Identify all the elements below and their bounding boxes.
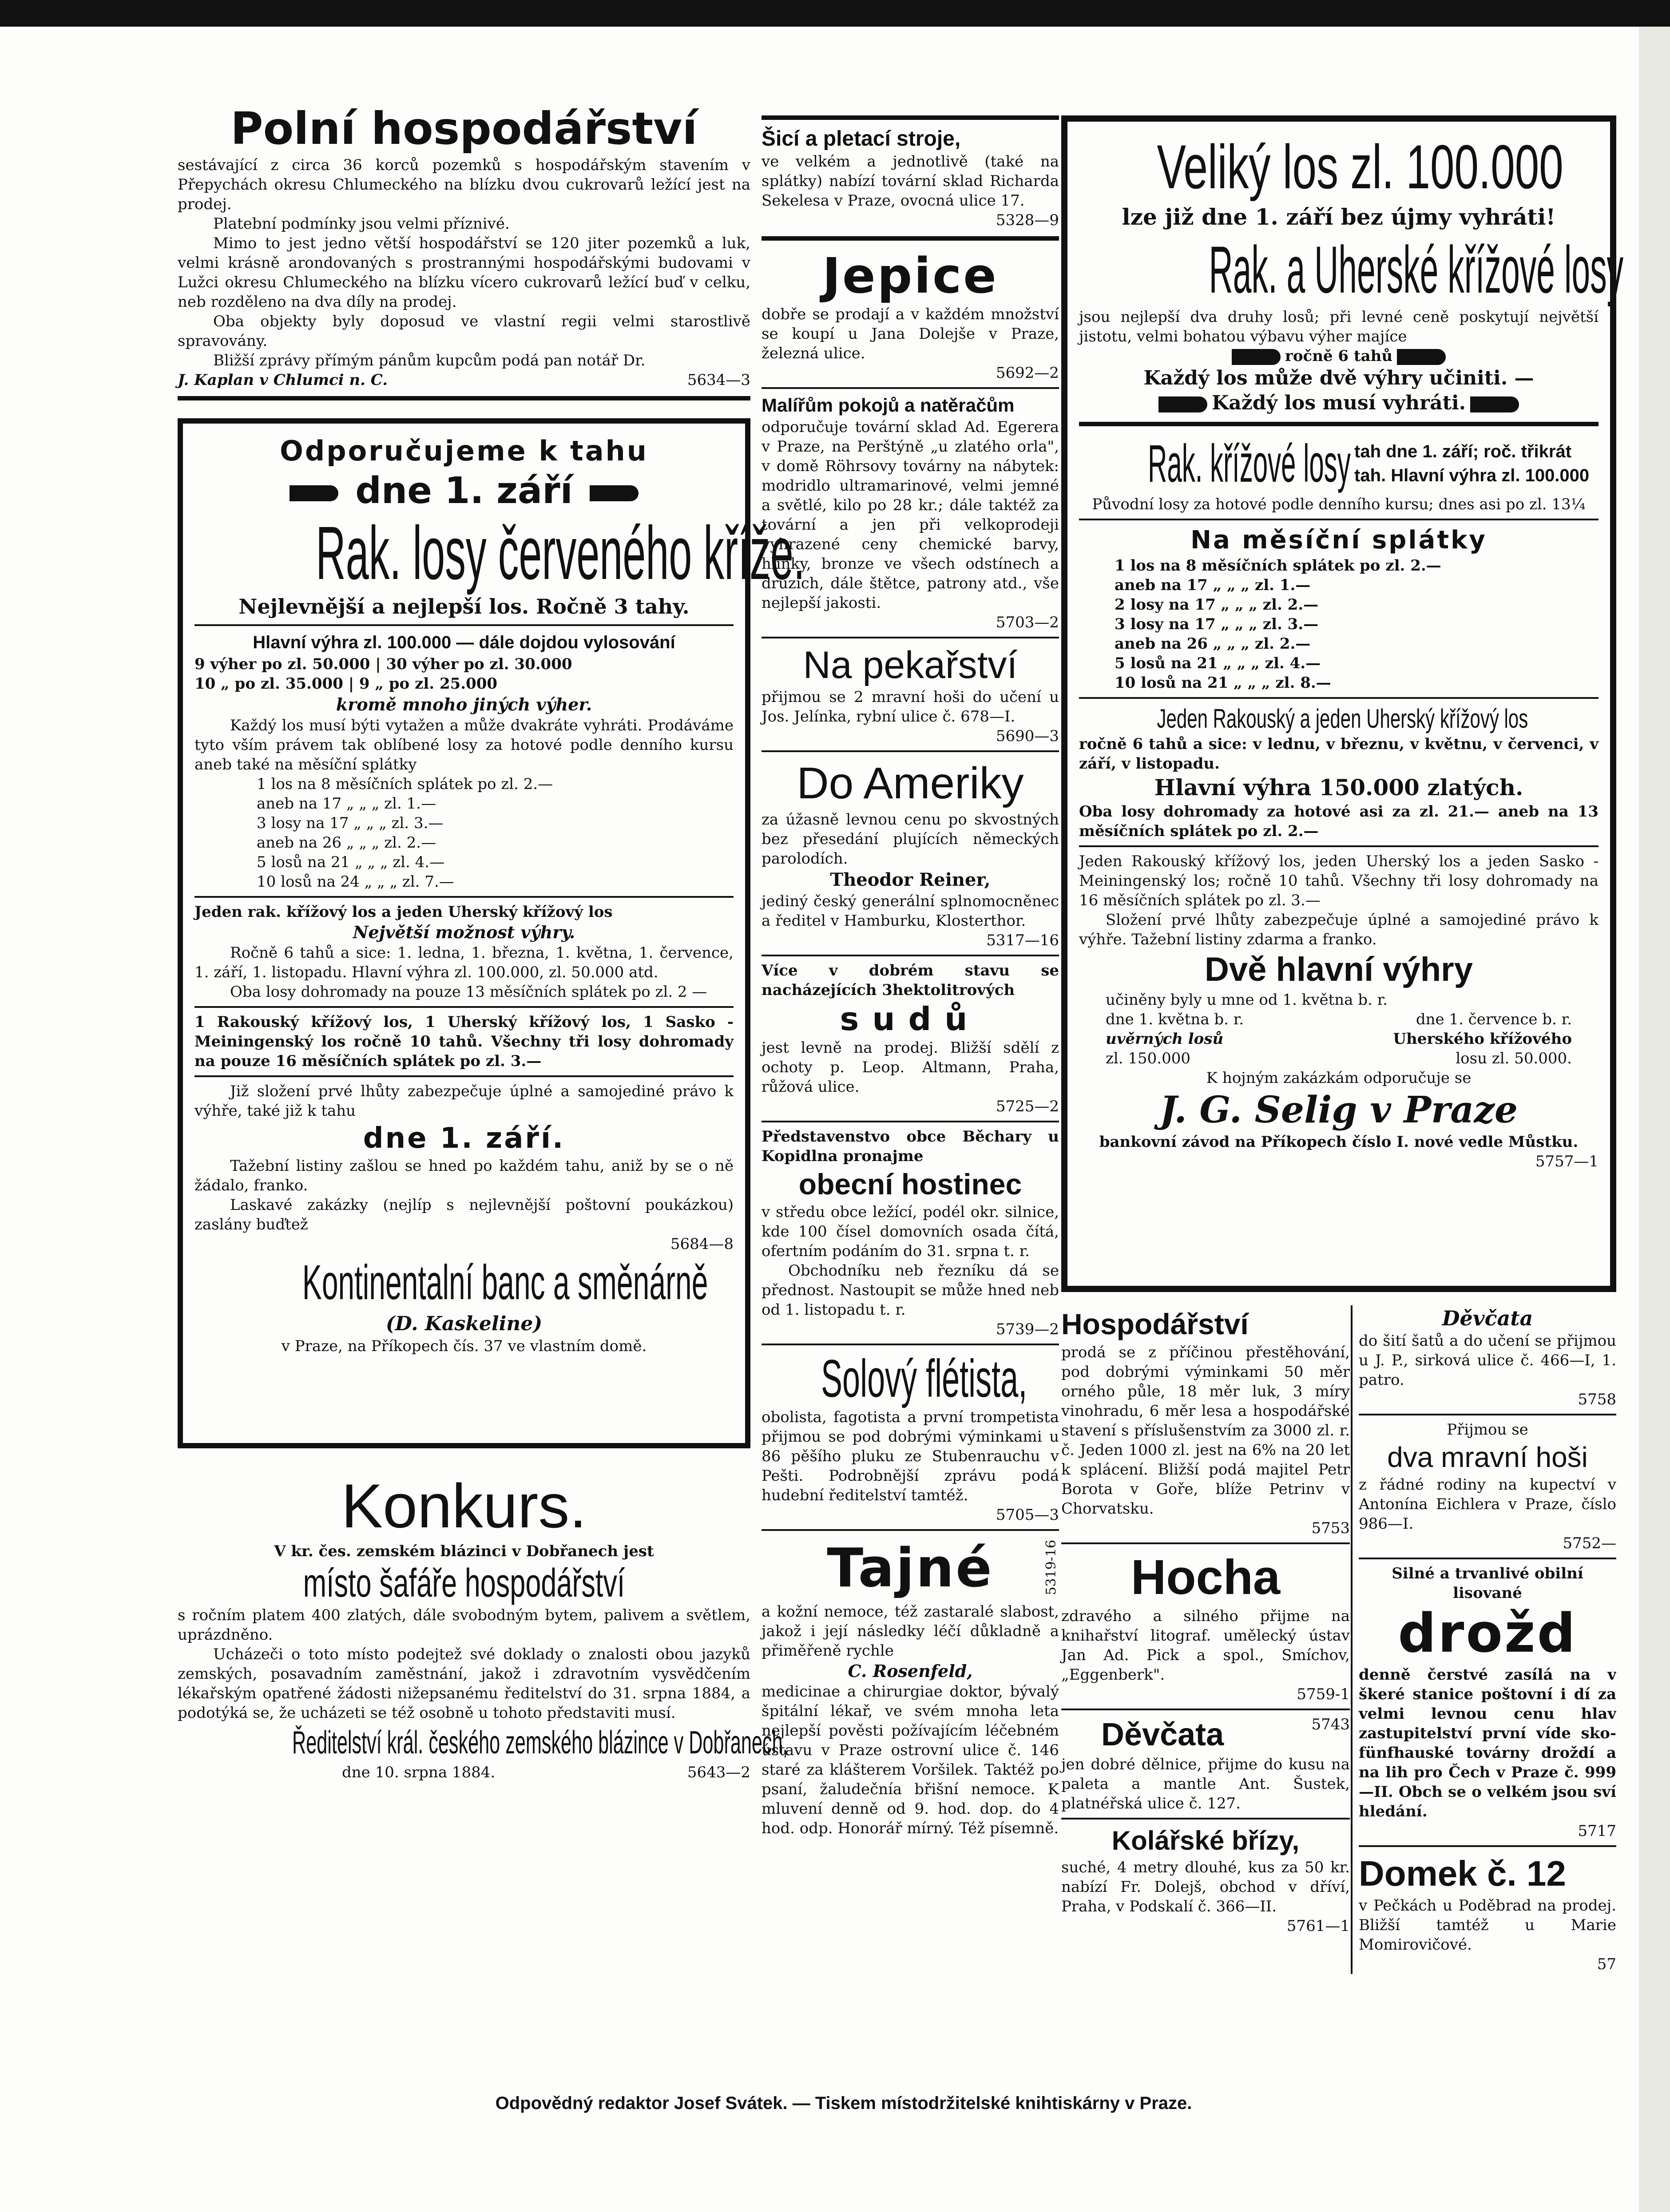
ad-text: s ročním platem 400 zlatých, dále svobodným bytem, palivem a světlem, uprázdněno. bbox=[178, 1606, 750, 1644]
pointing-hand-icon bbox=[1397, 349, 1446, 365]
ad-text: za úžasně levnou cenu po skvostných bez přesedání plujících německých parolodích. bbox=[762, 811, 1059, 868]
ad-heading: Odporučujeme k tahu bbox=[280, 435, 648, 467]
page-right-edge bbox=[1639, 27, 1670, 2212]
ad-subtitle: lze již dne 1. září bez újmy vyhráti! bbox=[1122, 204, 1556, 230]
ad-text: Každý los musí vyhráti. bbox=[1211, 392, 1466, 414]
rate-table bbox=[1079, 556, 1599, 693]
ad-text: Více v dobrém stavu se nacházejících 3hektolitrových bbox=[762, 962, 1059, 999]
ad-text: dobře se prodají a v každém množství se koupí u Jana Dolejše v Praze, železná ulice. bbox=[762, 305, 1059, 362]
ad-text: přijmou se 2 mravní hoši do učení u Jos. Jelínka, rybní ulice č. 678—I. bbox=[762, 688, 1059, 725]
ad-text: 1 Rakouský křížový los, 1 Uherský křížový los, 1 Sasko - Meiningenský los ročně 10 tahů. Všechny tři losy dohromady na pouze 16 měsíčních splátek po zl. 3.— bbox=[194, 1013, 734, 1070]
ad-number: 5753 bbox=[1311, 1519, 1350, 1537]
ad-drozdi bbox=[1359, 1564, 1616, 1841]
ad-heading: Jepice bbox=[822, 247, 998, 304]
ad-text: zl. 150.000 bbox=[1106, 1050, 1191, 1067]
rate-row: 3 losy na 17 „ „ „ zl. 3.— bbox=[1115, 615, 1319, 633]
ad-text: Jeden rak. křížový los a jeden Uherský křížový los bbox=[194, 903, 613, 921]
rate-row: 2 losy na 17 „ „ „ zl. 2.— bbox=[1115, 596, 1319, 614]
ad-text: losu zl. 50.000. bbox=[1456, 1050, 1572, 1067]
ad-text: prodá se z příčinou přestěhování, pod dobrými výminkami 50 měr orného půle, 18 měr luk, 3 míry vinohradu, 6 měr lesa a hospodářské stavení s příslušenstvím za 3000 zl. r. č. Jeden 1000 zl. jest na 6% na 20 let k splácení. Bližší podá majitel Petr Borota v Goře, blíže Petrinv v Chorvatsku. bbox=[1061, 1344, 1350, 1518]
ad-text: denně čerstvé zasílá na v škeré stanice poštovní i dí za velmi levnou cenu hlav zastupitelství první víde sko-fünfhauské továrny droždí a na lih pro Čech v Praze č. 999—II. Obch se o velkém jsou sví hledání. bbox=[1359, 1666, 1616, 1820]
column-right-left bbox=[1061, 1305, 1350, 1974]
ad-number: 5759-1 bbox=[1297, 1685, 1350, 1703]
ad-heading: Hospodářství bbox=[1061, 1308, 1249, 1340]
divider bbox=[1359, 1414, 1616, 1415]
ad-text: V kr. čes. zemském blázinci v Dobřanech jest bbox=[274, 1542, 654, 1560]
rate-row: 5 losů na 21 „ „ „ zl. 4.— bbox=[257, 853, 445, 871]
divider bbox=[762, 1121, 1059, 1122]
rate-row: aneb na 26 „ „ „ zl. 2.— bbox=[1115, 635, 1311, 653]
ad-number: 5703—2 bbox=[996, 614, 1059, 631]
bank-name: Kontinentalní banc a směnárně bbox=[302, 1255, 708, 1310]
divider bbox=[762, 1344, 1059, 1345]
ad-number: 5705—3 bbox=[996, 1506, 1059, 1524]
divider bbox=[194, 1075, 734, 1077]
column-right-right bbox=[1351, 1305, 1616, 1974]
ad-text: medicinae a chirurgiae doktor, bývalý špitální lékař, ve svém mnoha leta nejlepší pověsti požívajícím léčebném ústavu v Praze ostrovní ulice č. 146 staré za klášterem Voršilek. Taktéž po psaní, žaludečnía břišní nemoce. K mluvení denně od 9. hod. dop. do 4 hod. odp. Honorář mírný. Též písemně. bbox=[762, 1683, 1059, 1837]
ad-main-title: Rak. a Uherské křížové losy bbox=[1209, 232, 1624, 307]
ad-number: 5757—1 bbox=[1535, 1153, 1599, 1170]
ad-text: jsou nejlepší dva druhy losů; při levné ceně poskytují největší jistotu, velmi bohatou výbavu výher majíce bbox=[1079, 308, 1599, 345]
rate-table bbox=[194, 774, 734, 892]
rate-row: 10 losů na 21 „ „ „ zl. 8.— bbox=[1115, 674, 1331, 692]
ad-heading: Tajné bbox=[827, 1538, 994, 1599]
ad-text: Uherského křížového bbox=[1393, 1030, 1572, 1048]
ad-kolarske-brizy bbox=[1061, 1824, 1350, 1936]
ad-domek bbox=[1359, 1851, 1616, 1974]
ad-number: 5692—2 bbox=[996, 364, 1059, 382]
ad-name: C. Rosenfeld, bbox=[848, 1661, 973, 1681]
pointing-hand-icon bbox=[1232, 349, 1281, 365]
ad-prize-line: 9 výher po zl. 50.000 | 30 výher po zl. 30.000 bbox=[194, 655, 572, 673]
ad-text: bankovní závod na Příkopech číslo I. nové vedle Můstku. bbox=[1099, 1133, 1579, 1151]
ad-title: Polní hospodářství bbox=[230, 103, 698, 155]
ad-text: v středu obce ležící, podél okr. silnice, kde 100 čísel domovních osada čítá, ofertním podáním do 31. srpna t. r. bbox=[762, 1203, 1059, 1260]
divider bbox=[1079, 697, 1599, 699]
ad-text: Silné a trvanlivé obilní lisované bbox=[1392, 1565, 1583, 1602]
ad-text: Laskavé zakázky (nejlíp s nejlevnější poštovní poukázkou) zaslány buďtež bbox=[194, 1196, 734, 1233]
ad-text: Představenstvo obce Běchary u Kopidlna pronajme bbox=[762, 1128, 1059, 1165]
ad-polni-hospodarstvi bbox=[178, 102, 750, 390]
ad-flétista bbox=[762, 1350, 1059, 1525]
ad-heading: obecní hostinec bbox=[798, 1168, 1022, 1201]
divider bbox=[762, 1529, 1059, 1531]
ad-heading: Jeden Rakouský a jeden Uherský křížový los bbox=[1157, 704, 1528, 733]
ad-text: tah. Hlavní výhra zl. 100.000 bbox=[1354, 466, 1590, 485]
ad-text: jest levně na prodej. Bližší sdělí z ochoty p. Leop. Altmann, Praha, růžová ulice. bbox=[762, 1039, 1059, 1096]
ad-odporucujeme bbox=[178, 418, 805, 1448]
rate-row: aneb na 17 „ „ „ zl. 1.— bbox=[1115, 576, 1311, 594]
draw-date: dne 1. září. bbox=[363, 1122, 565, 1155]
ad-subtitle: Nejlevnější a nejlepší los. Ročně 3 tahy. bbox=[238, 595, 690, 618]
ad-text: Složení prvé lhůty zabezpečuje úplné a samojediné právo k výhře. Tažební listiny zdarma a franko. bbox=[1079, 911, 1599, 948]
ad-prize: Hlavní výhra zl. 100.000 — dále dojdou vylosování bbox=[253, 633, 675, 652]
ad-prize-line: 10 „ po zl. 35.000 | 9 „ po zl. 25.000 bbox=[194, 675, 498, 693]
ad-devcata bbox=[1061, 1715, 1350, 1813]
ad-name: Theodor Reiner, bbox=[830, 869, 991, 890]
rate-row: 5 losů na 21 „ „ „ zl. 4.— bbox=[1115, 654, 1321, 672]
ad-text: Oba losy dohromady na pouze 13 měsíčních splátek po zl. 2 — bbox=[230, 983, 707, 1001]
ad-text: a kožní nemoce, též zastaralé slabost, jakož i její následky léčí důkladně a přiměřeně rychle bbox=[762, 1603, 1059, 1660]
ad-heading: Rak. křížové losy bbox=[1148, 434, 1351, 493]
bank-address: v Praze, na Příkopech čís. 37 ve vlastním domě. bbox=[281, 1337, 647, 1355]
divider bbox=[1359, 1845, 1616, 1847]
rate-row: aneb na 17 „ „ „ zl. 1.— bbox=[257, 795, 436, 813]
ad-text: v Pečkách u Poděbrad na prodej. Bližší tamtéž u Marie Momirovičové. bbox=[1359, 1897, 1616, 1954]
rate-row: 1 los na 8 měsíčních splátek po zl. 2.— bbox=[257, 775, 553, 793]
ad-pekarstvi bbox=[762, 643, 1059, 746]
ad-text: K hojným zakázkám odporučuje se bbox=[1206, 1069, 1472, 1087]
ad-konkurs bbox=[178, 1471, 788, 1782]
page-footer: Odpovědný redaktor Josef Svátek. — Tiskem místodržitelské knihtiskárny v Praze. bbox=[495, 2093, 1192, 2113]
ad-heading: drožd bbox=[1398, 1603, 1577, 1665]
ad-heading: Kolářské břízy, bbox=[1111, 1826, 1300, 1855]
divider bbox=[762, 750, 1059, 752]
ad-text: z řádné rodiny na kupectví v Antonína Eichlera v Praze, číslo 986—I. bbox=[1359, 1476, 1616, 1533]
ad-number: 5761—1 bbox=[1286, 1917, 1350, 1935]
ad-number: 5317—16 bbox=[986, 932, 1059, 949]
ad-text: Bližší zprávy přímým pánům kupcům podá pan notář Dr. bbox=[213, 352, 646, 369]
divider bbox=[194, 1006, 734, 1008]
divider bbox=[194, 896, 734, 898]
ad-text: Každý los může dvě výhry učiniti. — bbox=[1143, 367, 1534, 389]
ad-text: ročně 6 tahů bbox=[1285, 347, 1393, 365]
ad-dva-hosi bbox=[1359, 1420, 1616, 1553]
ad-text: dne 1. května b. r. bbox=[1106, 1011, 1244, 1028]
divider bbox=[1079, 519, 1599, 520]
ad-number: 5739—2 bbox=[996, 1320, 1059, 1338]
ad-number: 5743 bbox=[1311, 1716, 1350, 1733]
ad-text: Již složení prvé lhůty zabezpečuje úplné a samojediné právo k výhře, také již k tahu bbox=[194, 1082, 734, 1120]
ad-devcata-siti bbox=[1359, 1305, 1616, 1409]
ad-malirum bbox=[762, 393, 1059, 632]
ad-heading: Děvčata bbox=[1101, 1717, 1224, 1752]
ad-heading: Na pekařství bbox=[803, 644, 1018, 686]
ad-signature: Ředitelství král. českého zemského blázince v Dobřanech, bbox=[292, 1725, 788, 1760]
ad-obecni-hostinec bbox=[762, 1127, 1059, 1339]
ad-number: 5717 bbox=[1578, 1822, 1616, 1840]
ad-siti-stroje bbox=[762, 126, 1059, 230]
divider bbox=[762, 637, 1059, 638]
ad-heading: Děvčata bbox=[1442, 1306, 1533, 1330]
ad-text: Každý los musí býti vytažen a může dvakráte vyhráti. Prodáváme tyto vším právem tak oblíbené losy za hotové podle denního kursu aneb také na měsíční splátky bbox=[194, 717, 734, 773]
pointing-hand-icon bbox=[1158, 396, 1207, 412]
divider bbox=[1359, 1558, 1616, 1559]
ad-number: 5634—3 bbox=[687, 371, 750, 389]
ad-text: učiněny byly u mne od 1. května b. r. bbox=[1106, 991, 1388, 1009]
ad-text: jen dobré dělnice, přijme do kusu na paleta a mantle Ant. Šustek, platnéřská ulice č. 127. bbox=[1061, 1756, 1350, 1812]
ad-text: zdravého a silného přijme na knihařství litograf. umělecký ústav Jan Ad. Pick a spol., Smíchov, „Eggenberk". bbox=[1061, 1607, 1350, 1684]
ad-text: Platební podmínky jsou velmi příznivé. bbox=[213, 215, 510, 233]
ad-text: Oba objekty byly doposud ve vlastní regii velmi starostlivě spravovány. bbox=[178, 313, 750, 350]
ad-text: do šití šatů a do učení se přijmou u J. P., sirková ulice č. 466—I, 1. patro. bbox=[1359, 1332, 1616, 1389]
divider bbox=[1079, 845, 1599, 847]
pointing-hand-icon bbox=[1470, 396, 1519, 412]
ad-text: Oba losy dohromady za hotové asi za zl. 21.— aneb na 13 měsíčních splátek po zl. 2.— bbox=[1079, 803, 1599, 840]
ad-number: 5328—9 bbox=[996, 211, 1059, 229]
ad-heading: dva mravní hoši bbox=[1387, 1441, 1588, 1473]
ad-text: uvěrných losů bbox=[1106, 1030, 1224, 1048]
ad-heading: Šicí a pletací stroje, bbox=[762, 127, 961, 151]
ad-subtitle: místo šafáře hospodářství bbox=[303, 1561, 625, 1605]
ad-text: ročně 6 tahů a sice: v lednu, v březnu, v květnu, v červenci, v září, v listopadu. bbox=[1079, 735, 1599, 773]
ad-number: 57 bbox=[1597, 1955, 1616, 1973]
ad-do-ameriky bbox=[762, 757, 1059, 950]
divider bbox=[1079, 422, 1599, 426]
ad-text: odporučuje tovární sklad Ad. Egerera v Praze, na Perštýně „u zlatého orla", v domě Röhrsovy továrny na nábytek: modridlo ultramarinové, velmi jemné a světlé, kilo po 28 kr.; dále taktéž za tovární a jen při velkoprodeji vyhrazené ceny chemické barvy, hlinky, bronze ve všech odstínech a druzích, dále štětce, patrony atd., vše nejlepší jakosti. bbox=[762, 418, 1059, 612]
ad-heading: Hocha bbox=[1131, 1550, 1281, 1605]
divider bbox=[1061, 1818, 1350, 1820]
column-right bbox=[1061, 102, 1624, 1974]
ad-text: tah dne 1. září; roč. třikrát bbox=[1354, 442, 1572, 461]
ad-text: sestávající z circa 36 korců pozemků s hospodářským stavením v Přepychách okresu Chlumeckého na blízku dvou cukrovarů ležící jest na prodej. bbox=[178, 156, 750, 213]
ad-text: Ucházeči o toto místo podejtež své doklady o znalosti obou jazyků zemských, posavadním zaměstnání, jakož i zdravotním vysvědčením lékařským opatřené žádosti nižepsanému ředitelství do 31. srpna 1884, a podotýká se, že ucházeti se též osobně u tohoto představiti musí. bbox=[178, 1645, 750, 1722]
ad-number: 5758 bbox=[1578, 1391, 1616, 1408]
ad-signature: J. Kaplan v Chlumci n. C. bbox=[178, 371, 388, 389]
rate-row: aneb na 26 „ „ „ zl. 2.— bbox=[257, 834, 436, 852]
ad-text: jediný český generální splnomocněnec a ředitel v Hamburku, Klosterthor. bbox=[762, 892, 1059, 930]
pointing-hand-icon bbox=[290, 485, 338, 501]
divider bbox=[762, 955, 1059, 956]
ad-text: Mimo to jest jedno větší hospodářství se 120 jiter pozemků a luk, velmi krásně arondovaných s prostrannými hospodářskými budovami v Lužci okresu Chlumeckého na blízku vícero cukrovarů ležící buď v celku, neb rozdělenο na dva díly na prodej. bbox=[178, 234, 750, 311]
ad-text: dne 1. července b. r. bbox=[1416, 1011, 1572, 1028]
ad-text: Tažební listiny zašlou se hned po každém tahu, aniž by se o ně žádalo, franko. bbox=[194, 1157, 734, 1194]
page-top-border bbox=[0, 0, 1670, 27]
ad-heading: Solový flétista, bbox=[821, 1349, 1027, 1408]
ad-hocha bbox=[1061, 1549, 1350, 1704]
ad-date: dne 10. srpna 1884. bbox=[342, 1764, 496, 1781]
rate-row: 10 losů na 24 „ „ „ zl. 7.— bbox=[257, 873, 454, 891]
ad-heading: Malířům pokojů a natěračům bbox=[762, 395, 1015, 416]
ad-text: suché, 4 metry dlouhé, kus za 50 kr. nabízí Fr. Dolejš, obchod v dříví, Praha, v Podskalí č. 366—II. bbox=[1061, 1859, 1350, 1915]
divider bbox=[762, 236, 1059, 241]
pointing-hand-icon bbox=[590, 485, 639, 501]
ad-heading: Veliký los zl. 100.000 bbox=[1157, 132, 1563, 202]
divider bbox=[762, 115, 1059, 120]
ad-emphasis: kromě mnoho jiných výher. bbox=[336, 694, 592, 714]
ad-heading: Domek č. 12 bbox=[1359, 1854, 1566, 1893]
ad-text: Obchodníku neb řezníku dá se přednost. Nastoupit se může hned neb od 1. listopadu t. r. bbox=[762, 1262, 1059, 1319]
rate-row: 3 losy na 17 „ „ „ zl. 3.— bbox=[257, 814, 444, 832]
ad-heading: Dvě hlavní výhry bbox=[1204, 951, 1473, 988]
ad-title: Konkurs. bbox=[341, 1471, 587, 1541]
firm-name: J. G. Selig v Praze bbox=[1159, 1089, 1518, 1131]
ad-text: Ročně 6 tahů a sice: 1. ledna, 1. března, 1. května, 1. července, 1. září, 1. listopadu. Hlavní výhra zl. 100.000, zl. 50.000 atd. bbox=[194, 944, 734, 981]
ad-number: 5725—2 bbox=[996, 1098, 1059, 1115]
divider bbox=[194, 624, 734, 626]
ad-emphasis: Největší možnost výhry. bbox=[353, 922, 575, 942]
ad-heading: sudů bbox=[840, 1000, 981, 1038]
ad-text: obolista, fagotista a první trompetista přijmou se pod dobrými výminkami u 86 pěšího pluku ze Stubenrauchu v Pešti. Podrobnější zprávu podá hudební ředitelství tamtéž. bbox=[762, 1408, 1059, 1504]
ad-main-title: Rak. losy červeného kříže. bbox=[316, 511, 805, 595]
ad-jepice bbox=[762, 247, 1059, 383]
ad-hospodarstvi bbox=[1061, 1305, 1350, 1538]
rate-row: 1 los na 8 měsíčních splátek po zl. 2.— bbox=[1115, 557, 1441, 575]
ad-text: Původní losy za hotové podle denního kursu; dnes asi po zl. 13¼ bbox=[1092, 496, 1586, 513]
ad-text: Jeden Rakouský křížový los, jeden Uherský los a jeden Sasko - Meiningenský los; ročně 10 tahů. Všechny tři losy dohromady na 16 měsíčních splátek po zl. 3.— bbox=[1079, 852, 1599, 909]
ad-text: Přijmou se bbox=[1447, 1421, 1528, 1439]
ad-prize: Hlavní výhra 150.000 zlatých. bbox=[1154, 774, 1523, 801]
ad-text: ve velkém a jednotlivě (také na splátky) nabízí tovární sklad Richarda Sekelesa v Praze, ovocná ulice 17. bbox=[762, 153, 1059, 210]
ad-heading: Do Ameriky bbox=[797, 758, 1024, 808]
ad-number: 5684—8 bbox=[670, 1235, 734, 1253]
divider bbox=[762, 387, 1059, 389]
ad-number: 5752— bbox=[1563, 1534, 1616, 1552]
divider bbox=[1061, 1542, 1350, 1544]
ad-number: 5690—3 bbox=[996, 727, 1059, 745]
column-middle bbox=[762, 102, 1059, 1838]
draw-date: dne 1. září bbox=[355, 470, 573, 512]
divider bbox=[1061, 1709, 1350, 1710]
ad-sudu bbox=[762, 961, 1059, 1116]
ad-heading: Na měsíční splátky bbox=[1190, 526, 1487, 555]
ad-tajne bbox=[762, 1535, 1059, 1838]
ad-number: 5643—2 bbox=[687, 1764, 750, 1781]
bank-owner: (D. Kaskeline) bbox=[385, 1312, 543, 1335]
divider bbox=[178, 396, 750, 400]
column-left bbox=[178, 102, 805, 1782]
ad-number: 5319-16 bbox=[1043, 1540, 1059, 1595]
ad-velky-los bbox=[1061, 115, 1624, 1292]
